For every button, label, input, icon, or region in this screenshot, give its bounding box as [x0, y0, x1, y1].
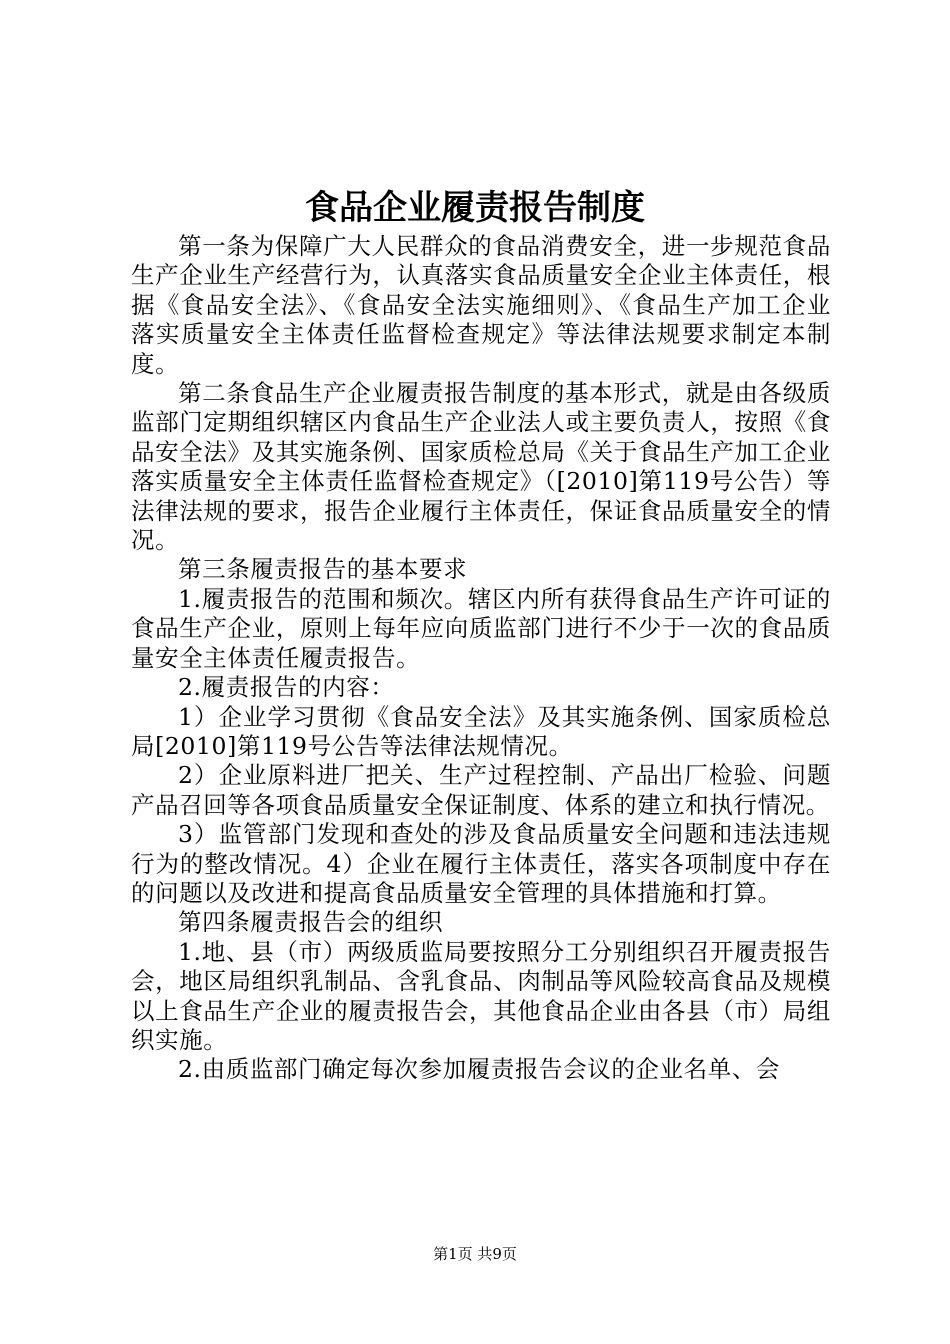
paragraph-article-4-item-2: 2.由质监部门确定每次参加履责报告会议的企业名单、会	[178, 1055, 781, 1084]
paragraph-subitem-3-4: 3）监管部门发现和查处的涉及食品质量安全问题和违法违规行为的整改情况。4）企业在履行主体责任，落实各项制度中存在的问题以及改进和提高食品质量安全管理的具体措施和打算。	[131, 820, 831, 907]
paragraph-article-4-item-1: 1.地、县（市）两级质监局要按照分工分别组织召开履责报告会，地区局组织乳制品、含乳食品、肉制品等风险较高食品及规模以上食品生产企业的履责报告会，其他食品企业由各县（市）局组织实施。	[131, 937, 831, 1054]
paragraph-item-2: 2.履责报告的内容：	[178, 673, 395, 702]
page-number-footer: 第1页 共9页	[433, 1245, 517, 1263]
paragraph-article-1: 第一条为保障广大人民群众的食品消费安全，进一步规范食品生产企业生产经营行为，认真落实食品质量安全企业主体责任，根据《食品安全法》、《食品安全法实施细则》、《食品生产加工企业落实质量安全主体责任监督检查规定》等法律法规要求制定本制度。	[131, 232, 831, 378]
document-body	[131, 232, 831, 1085]
paragraph-article-4-heading: 第四条履责报告会的组织	[178, 908, 444, 937]
paragraph-article-2: 第二条食品生产企业履责报告制度的基本形式，就是由各级质监部门定期组织辖区内食品生产企业法人或主要负责人，按照《食品安全法》及其实施条例、国家质检总局《关于食品生产加工企业落实质量安全主体责任监督检查规定》（[2010]第119号公告）等法律法规的要求，报告企业履行主体责任，保证食品质量安全的情况。	[131, 379, 831, 555]
paragraph-item-1: 1.履责报告的范围和频次。辖区内所有获得食品生产许可证的食品生产企业，原则上每年应向质监部门进行不少于一次的食品质量安全主体责任履责报告。	[131, 584, 831, 672]
document-title: 食品企业履责报告制度	[305, 188, 645, 228]
paragraph-subitem-1: 1）企业学习贯彻《食品安全法》及其实施条例、国家质检总局[2010]第119号公告等法律法规情况。	[131, 702, 831, 760]
paragraph-article-3-heading: 第三条履责报告的基本要求	[178, 555, 468, 584]
paragraph-subitem-2: 2）企业原料进厂把关、生产过程控制、产品出厂检验、问题产品召回等各项食品质量安全保证制度、体系的建立和执行情况。	[131, 761, 831, 819]
